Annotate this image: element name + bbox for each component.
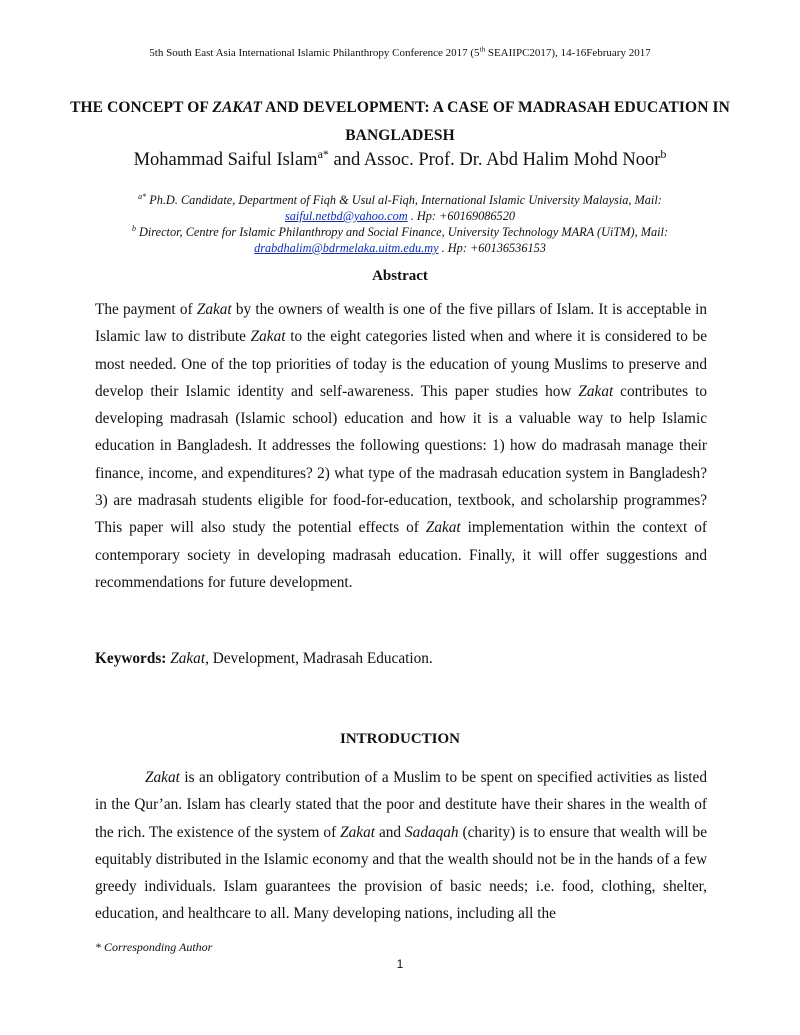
introduction-heading: INTRODUCTION — [339, 731, 460, 747]
author-joiner: and Assoc. Prof. Dr. Abd Halim Mohd Noor — [328, 150, 661, 170]
author-line: Mohammad Saiful Islam$^{a*}$ and Assoc. Prof. Dr. Abd Halim Mohd Noor$^b$ — [133, 146, 667, 170]
abstract-heading: Abstract — [372, 268, 428, 284]
introduction-paragraph: Zakat is an obligatory contribution of a Muslim to be spent on specified activities as listed in the Qur’an. Islam has clearly stated that the poor and destitute have their shares in the wealth of the rich. The existence of the system of Zakat and Sadaqah (charity) is to ensure that wealth will be equitably distributed in the Islamic economy and that the wealth should not be in the hands of a few greedy individuals. Islam guarantees the provision of basic needs; i.e. food, clothing, shelter, education, and healthcare to all. Many developing nations, including all the — [95, 769, 707, 923]
email-link-b[interactable]: drabdhalim@bdrmelaka.uitm.edu.my — [254, 241, 439, 255]
affiliation-b: $^b$ Director, Centre for Islamic Philanthropy and Social Finance, University Technology MARA (UiTM), Mail: drabdhalim@bdrmelaka.uitm.edu.my . Hp: +60136536153 — [131, 223, 669, 255]
footnote: * Corresponding Author — [95, 940, 213, 954]
running-header-sup: th — [479, 45, 486, 54]
running-header: 5th South East Asia International Islamic Philanthropy Conference 2017 (5th SEAIIPC2017), 14-16February 2017 — [149, 45, 651, 59]
keywords-label: Keywords: — [95, 650, 167, 667]
page-number: 1 — [396, 957, 404, 971]
author-1: Mohammad Saiful Islam — [133, 150, 318, 170]
affiliation-a: $^{a*}$ Ph.D. Candidate, Department of Fiqh & Usul al-Fiqh, International Islamic University Malaysia, Mail: saiful.netbd@yahoo.com . Hp: +60169086520 — [138, 191, 662, 223]
paper-title: THE CONCEPT OF ZAKAT AND DEVELOPMENT: A CASE OF MADRASAH EDUCATION IN BANGLADESH — [70, 99, 730, 144]
keywords-line: Keywords: Zakat, Development, Madrasah Education. — [95, 650, 433, 667]
email-link-a[interactable]: saiful.netbd@yahoo.com — [284, 209, 408, 223]
abstract-paragraph: The payment of Zakat by the owners of wealth is one of the five pillars of Islam. It is acceptable in Islamic law to distribute Zakat to the eight categories listed when and where it is considered to be most needed. One of the top priorities of today is the education of young Muslims to preserve and develop their Islamic identity and self-awareness. This paper studies how Zakat contributes to developing madrasah (Islamic school) education and how it is a valuable way to help Islamic education in Bangladesh. It addresses the following questions: 1) how do madrasah manage their finance, income, and expenditures? 2) what type of the madrasah education system in Bangladesh? 3) are madrasah students eligible for food-for-education, textbook, and scholarship programmes? This paper will also study the potential effects of Zakat implementation within the context of contemporary society in developing madrasah education. Finally, it will offer suggestions and recommendations for future development. — [95, 301, 708, 591]
title-italic: ZAKAT — [212, 99, 262, 116]
